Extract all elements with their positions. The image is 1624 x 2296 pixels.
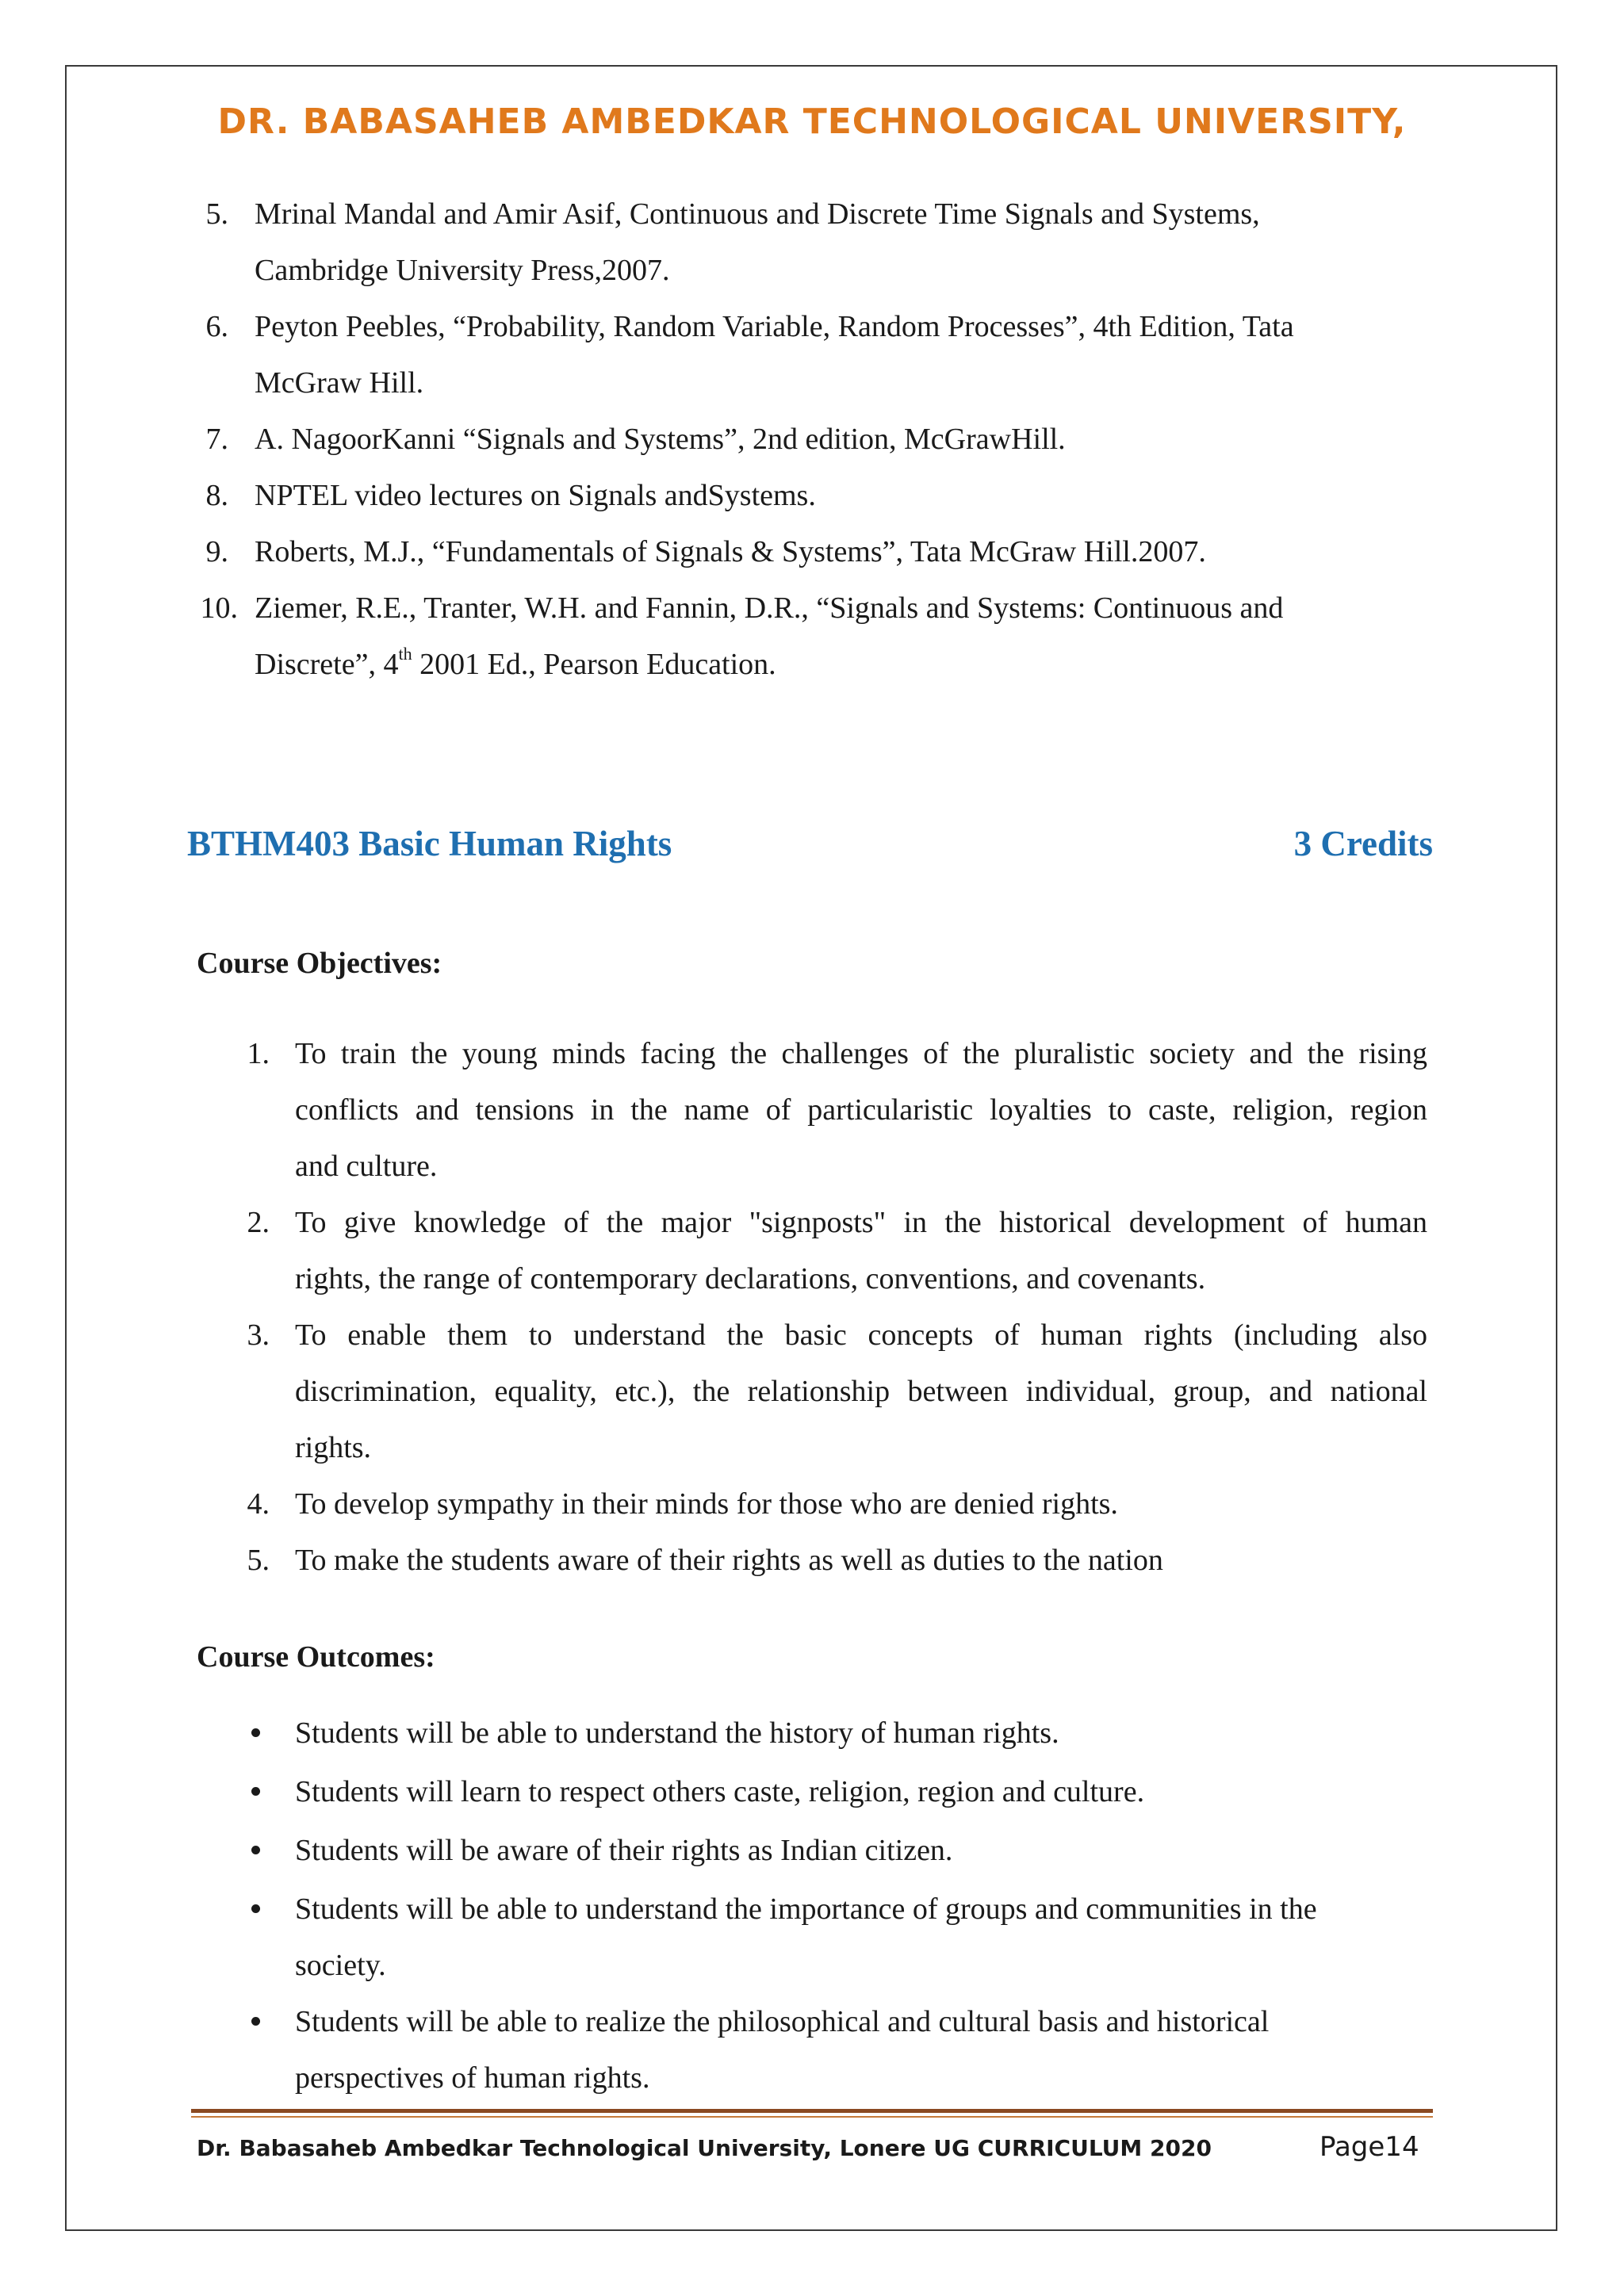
outcome-line: Students will be able to understand the importance of groups and communities in the bbox=[295, 1892, 1317, 1926]
reference-number: 8. bbox=[205, 479, 228, 512]
footer-rule-thin bbox=[191, 2116, 1433, 2118]
reference-line: Cambridge University Press,2007. bbox=[255, 254, 670, 287]
course-title: BTHM403 Basic Human Rights bbox=[187, 824, 672, 863]
objective-line: To enable them to understand the basic concepts of human rights (including also bbox=[295, 1318, 1427, 1352]
outcomes-heading: Course Outcomes: bbox=[197, 1640, 435, 1674]
bullet-icon bbox=[251, 1728, 260, 1737]
objective-number: 1. bbox=[247, 1037, 270, 1070]
outcome-line: society. bbox=[295, 1949, 386, 1982]
reference-line: Peyton Peebles, “Probability, Random Variable, Random Processes”, 4th Edition, Tata bbox=[255, 310, 1294, 343]
outcome-line: perspectives of human rights. bbox=[295, 2061, 650, 2095]
university-header: DR. BABASAHEB AMBEDKAR TECHNOLOGICAL UNIVERSITY, bbox=[217, 101, 1407, 142]
objective-line: conflicts and tensions in the name of particularistic loyalties to caste, religion, region bbox=[295, 1093, 1427, 1127]
bullet-icon bbox=[251, 1787, 260, 1796]
reference-line bbox=[255, 644, 776, 681]
reference-line: Mrinal Mandal and Amir Asif, Continuous and Discrete Time Signals and Systems, bbox=[255, 197, 1260, 231]
reference-line: A. NagoorKanni “Signals and Systems”, 2nd edition, McGrawHill. bbox=[255, 423, 1066, 456]
objective-line: To give knowledge of the major "signposts" in the historical development of human bbox=[295, 1206, 1427, 1239]
footer-rule bbox=[191, 2109, 1433, 2113]
page-number: Page14 bbox=[1320, 2131, 1419, 2163]
reference-number: 9. bbox=[205, 535, 228, 568]
reference-line: Ziemer, R.E., Tranter, W.H. and Fannin, D.R., “Signals and Systems: Continuous and bbox=[255, 591, 1284, 625]
reference-number: 5. bbox=[205, 197, 228, 231]
objective-number: 2. bbox=[247, 1206, 270, 1239]
reference-number: 7. bbox=[205, 423, 228, 456]
footer-text: Dr. Babasaheb Ambedkar Technological University, Lonere UG CURRICULUM 2020 bbox=[197, 2135, 1212, 2161]
objective-line: discrimination, equality, etc.), the relationship between individual, group, and national bbox=[295, 1375, 1427, 1408]
objective-line: and culture. bbox=[295, 1150, 438, 1183]
objective-line: rights, the range of contemporary declarations, conventions, and covenants. bbox=[295, 1262, 1206, 1295]
reference-number: 10. bbox=[200, 591, 238, 625]
objective-line: To develop sympathy in their minds for those who are denied rights. bbox=[295, 1487, 1118, 1521]
objective-number: 5. bbox=[247, 1544, 270, 1577]
reference-text: Discrete”, 4 bbox=[255, 648, 399, 681]
outcome-line: Students will be aware of their rights as Indian citizen. bbox=[295, 1834, 953, 1867]
reference-number: 6. bbox=[205, 310, 228, 343]
bullet-icon bbox=[251, 2017, 260, 2026]
superscript: th bbox=[398, 644, 412, 664]
reference-text: 2001 Ed., Pearson Education. bbox=[412, 648, 776, 681]
objective-number: 3. bbox=[247, 1318, 270, 1352]
bullet-icon bbox=[251, 1846, 260, 1854]
outcome-line: Students will be able to understand the history of human rights. bbox=[295, 1716, 1059, 1750]
outcome-line: Students will learn to respect others caste, religion, region and culture. bbox=[295, 1775, 1145, 1808]
reference-line: McGraw Hill. bbox=[255, 366, 424, 400]
objectives-heading: Course Objectives: bbox=[197, 947, 442, 980]
objective-number: 4. bbox=[247, 1487, 270, 1521]
reference-line: Roberts, M.J., “Fundamentals of Signals & Systems”, Tata McGraw Hill.2007. bbox=[255, 535, 1206, 568]
outcome-line: Students will be able to realize the philosophical and cultural basis and historical bbox=[295, 2005, 1270, 2038]
reference-line: NPTEL video lectures on Signals andSystems. bbox=[255, 479, 816, 512]
bullet-icon bbox=[251, 1904, 260, 1913]
objective-line: To make the students aware of their rights as well as duties to the nation bbox=[295, 1544, 1163, 1577]
objective-line: To train the young minds facing the challenges of the pluralistic society and the rising bbox=[295, 1037, 1427, 1070]
objective-line: rights. bbox=[295, 1431, 372, 1464]
course-credits: 3 Credits bbox=[1293, 824, 1433, 863]
